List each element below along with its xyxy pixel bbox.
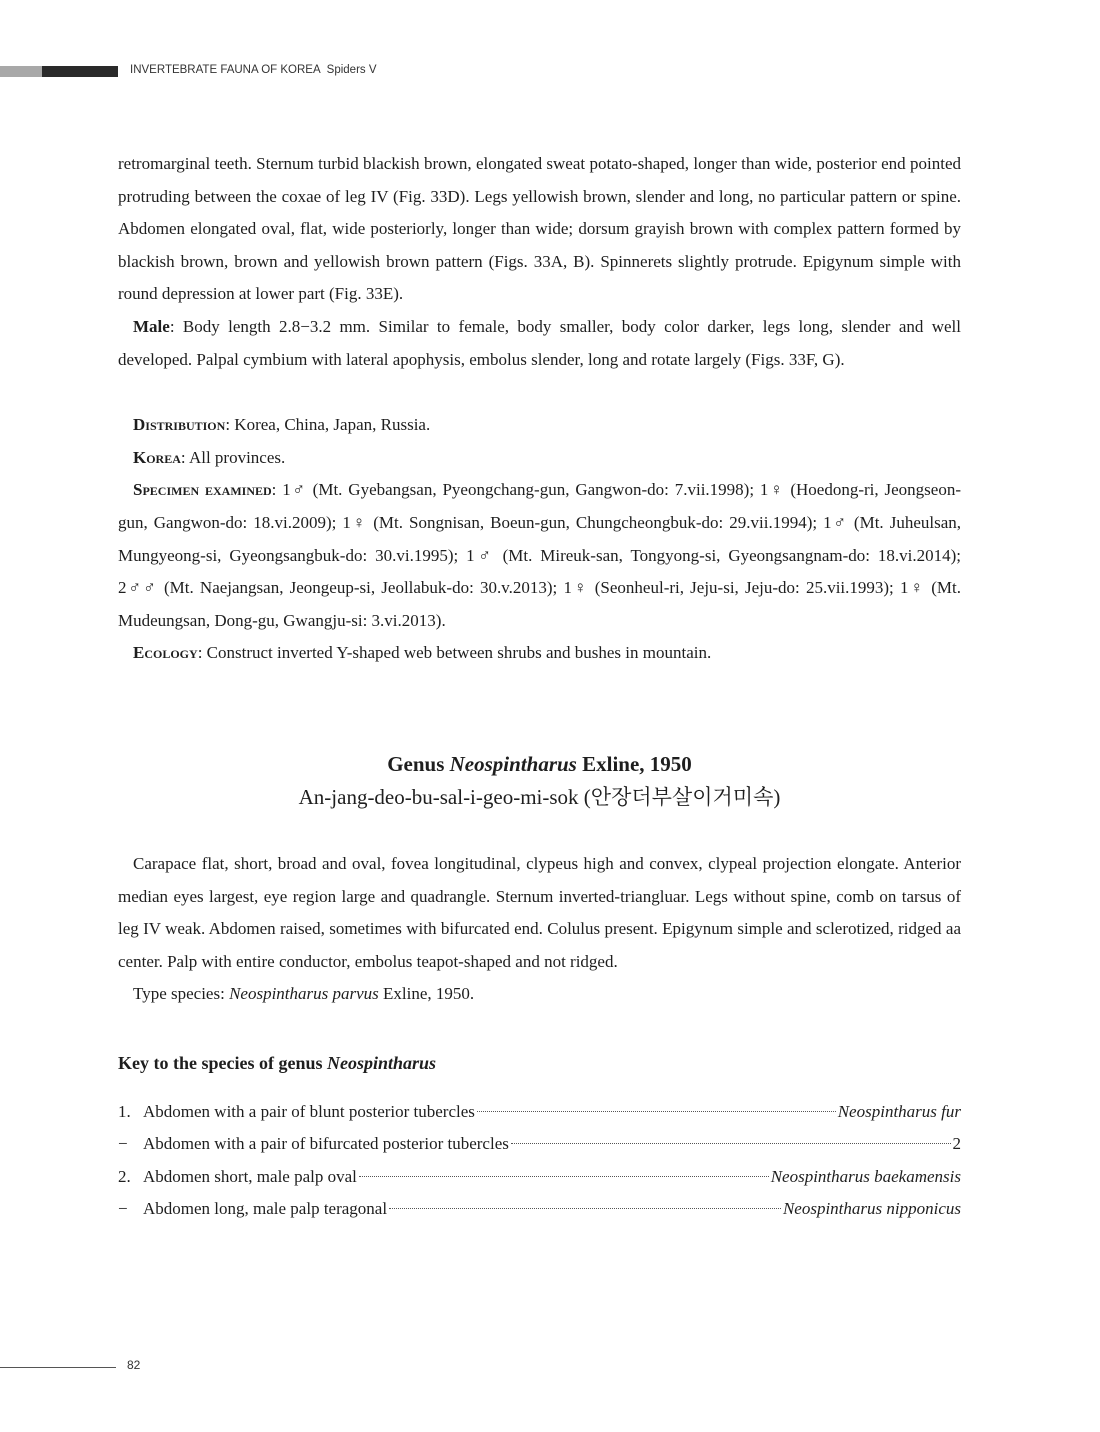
couplet-text: Abdomen with a pair of bifurcated posterior tubercles: [143, 1134, 509, 1154]
couplet-number: −: [118, 1199, 128, 1219]
distribution-label: Distribution: [133, 415, 226, 435]
type-species-name: Neospintharus parvus: [229, 984, 379, 1004]
header-subtitle: Spiders V: [326, 64, 377, 76]
couplet-result: 2: [952, 1134, 961, 1154]
genus-author: Exline, 1950: [576, 751, 692, 776]
korea-text: : All provinces.: [180, 447, 286, 467]
footer-rule: [0, 1367, 116, 1368]
header-bar-dark: [42, 66, 118, 77]
page-number: 82: [127, 1358, 141, 1372]
couplet-result: Neospintharus baekamensis: [770, 1166, 961, 1186]
key-couplet: [118, 1128, 961, 1161]
key-couplet: [118, 1096, 961, 1129]
identification-key: [118, 1096, 961, 1226]
specimen-text: : 1♂ (Mt. Gyebangsan, Pyeongchang-gun, Gangwon-do: 7.vii.1998); 1♀ (Hoedong-ri, Jeongseon-gun, Gangwon-do: 18.vi.2009); 1♀ (Mt. Songnisan, Boeun-gun, Chungcheongbuk-do: 29.vii.1994); 1♂ (Mt. Juheulsan, Mungyeong-si, Gyeongsangbuk-do: 30.vi.1995); 1♂ (Mt. Mireuk-san, Tongyong-si, Gyeongsangnam-do: 18.vi.2014); 2♂♂ (Mt. Naejangsan, Jeongeup-si, Jeollabuk-do: 30.v.2013); 1♀ (Seonheul-ri, Jeju-si, Jeju-do: 25.vii.1993); 1♀ (Mt. Mudeungsan, Dong-gu, Gwangju-si: 3.vi.2013).: [118, 480, 961, 630]
genus-korean-name: An-jang-deo-bu-sal-i-geo-mi-sok (안장더부살이거미속): [298, 784, 781, 809]
korea-line: [118, 442, 961, 475]
key-title-genus: Neospintharus: [326, 1052, 437, 1073]
couplet-text: Abdomen short, male palp oval: [143, 1166, 357, 1186]
ecology-line: [118, 637, 961, 670]
couplet-text: Abdomen long, male palp teragonal: [143, 1199, 388, 1219]
couplet-number: 1.: [118, 1101, 131, 1121]
key-title-prefix: Key to the species of genus: [118, 1052, 327, 1073]
type-species-line: [118, 978, 961, 1011]
distribution-line: [118, 409, 961, 442]
header-bar-light: [0, 66, 42, 77]
couplet-result: Neospintharus fur: [837, 1101, 961, 1121]
korea-label: Korea: [133, 447, 181, 467]
description-paragraph: retromarginal teeth. Sternum turbid blackish brown, elongated sweat potato-shaped, longer than wide, posterior end pointed protruding between the coxae of leg IV (Fig. 33D). Legs yellowish brown, slender and long, no particular pattern or spine. Abdomen elongated oval, flat, wide posteriorly, longer than wide; dorsum grayish brown with complex pattern formed by blackish brown, brown and yellowish brown pattern (Figs. 33A, B). Spinnerets slightly protrude. Epigynum simple with round depression at lower part (Fig. 33E).: [118, 154, 961, 304]
distribution-text: : Korea, China, Japan, Russia.: [225, 415, 431, 435]
ecology-label: Ecology: [133, 643, 198, 663]
genus-name: Neospintharus: [449, 751, 577, 776]
dot-leader: [511, 1143, 951, 1144]
couplet-text: Abdomen with a pair of blunt posterior tubercles: [143, 1101, 475, 1121]
genus-diagnosis: Carapace flat, short, broad and oval, fovea longitudinal, clypeus high and convex, clypeal projection elongate. Anterior median eyes largest, eye region large and quadrangle. Sternum inverted-triangluar. Legs without spine, comb on tarsus of leg IV weak. Abdomen raised, sometimes with bifurcated end. Colulus present. Epigynum simple and sclerotized, ridged aa center. Palp with entire conductor, embolus teapot-shaped and not ridged.: [118, 853, 961, 971]
type-label: Type species:: [133, 984, 230, 1004]
male-text: : Body length 2.8−3.2 mm. Similar to female, body smaller, body color darker, legs long, slender and well developed. Palpal cymbium with lateral apophysis, embolus slender, long and rotate largely (Figs. 33F, G).: [118, 316, 961, 369]
specimen-paragraph: [118, 474, 961, 637]
genus-prefix: Genus: [387, 751, 450, 776]
key-heading: [118, 1048, 961, 1078]
type-author: Exline, 1950.: [378, 984, 475, 1004]
couplet-number: 2.: [118, 1166, 131, 1186]
male-label: Male: [133, 316, 170, 336]
dot-leader: [477, 1111, 836, 1112]
specimen-label: Specimen examined: [133, 480, 272, 500]
couplet-number: −: [118, 1134, 128, 1154]
male-description: [118, 311, 961, 376]
genus-heading: [118, 748, 961, 780]
dot-leader: [359, 1176, 769, 1177]
dot-leader: [389, 1208, 781, 1209]
page-content: [118, 148, 961, 1226]
key-couplet: [118, 1161, 961, 1194]
running-header: [130, 64, 377, 76]
couplet-result: Neospintharus nipponicus: [782, 1199, 961, 1219]
key-couplet: [118, 1193, 961, 1226]
ecology-text: : Construct inverted Y-shaped web between shrubs and bushes in mountain.: [197, 643, 712, 663]
header-title: INVERTEBRATE FAUNA OF KOREA: [130, 64, 321, 76]
